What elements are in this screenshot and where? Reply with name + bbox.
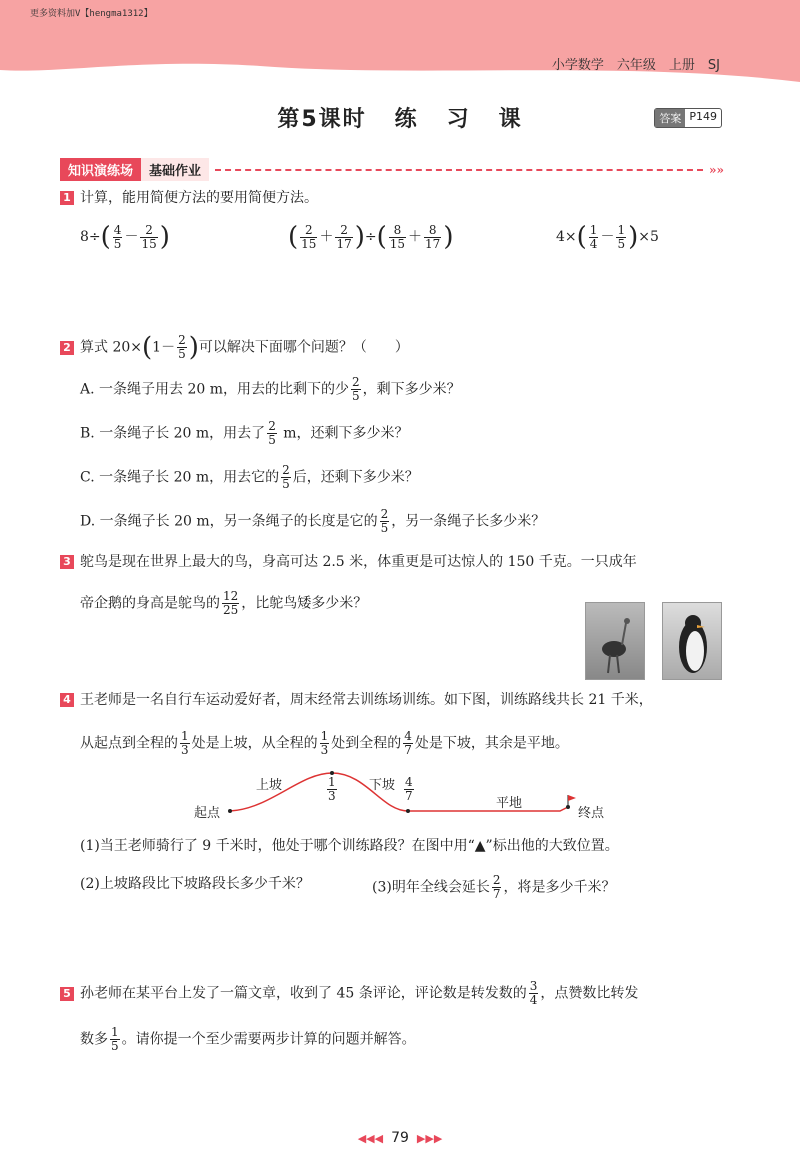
option-c[interactable]: C. 一条绳子长 20 m，用去它的 $\frac{2}{5}$ 后，还剩下多少米？: [80, 463, 419, 491]
penguin-icon: [663, 603, 721, 679]
subject-label: 小学数学 六年级 上册 SJ: [551, 58, 720, 73]
option-a[interactable]: A. 一条绳子用去 20 m，用去的比剩下的少 $\frac{2}{5}$ ，剩下多少米？: [80, 375, 461, 403]
question-text: 王老师是一名自行车运动爱好者，周末经常去训练场训练。如下图，训练路线共长 21 千米，: [80, 692, 653, 708]
question-text: 鸵鸟是现在世界上最大的鸟，身高可达 2.5 米，体重更是可达惊人的 150 千克。一只成年: [80, 554, 637, 570]
next-arrows-icon: ▶▶▶: [416, 1132, 443, 1145]
question-2: 2 算式 20×(1－ $\frac{2}{5}$ )可以解决下面哪个问题？（ ）: [60, 334, 409, 361]
question-number: 4: [60, 693, 74, 707]
prev-arrows-icon: ◀◀◀: [357, 1132, 384, 1145]
watermark: 更多资料加V【hengma1312】: [30, 9, 153, 19]
question-4-part-2: (2)上坡路段比下坡路段长多少千米？: [80, 876, 310, 892]
fraction: $\frac{2}{5}$: [178, 333, 186, 361]
title-char-1: 练: [394, 107, 419, 132]
page-number: 79: [391, 1130, 409, 1146]
operator: －: [600, 229, 615, 245]
question-3-line2: 帝企鹅的身高是鸵鸟的 $\frac{12}{25}$ ，比鸵鸟矮多少米？: [80, 589, 368, 617]
question-number: 1: [60, 191, 74, 205]
section-arrows-icon: »»: [709, 162, 724, 177]
finish-flag-icon: [568, 795, 576, 801]
question-4-part-3: (3)明年全线会延长 $\frac{2}{7}$ ，将是多少千米？: [372, 873, 616, 901]
section-subtag: 基础作业: [141, 158, 209, 181]
ostrich-photo: [585, 602, 645, 680]
operator: ÷: [364, 229, 377, 245]
expression-3: 4×( $\frac{1}{4}$ － $\frac{1}{5}$ )×5: [556, 222, 659, 252]
operator: －: [124, 229, 139, 245]
mark-2-point: [406, 809, 410, 813]
question-5-line2: 数多 $\frac{1}{5}$ 。请你提一个至少需要两步计算的问题并解答。: [80, 1025, 416, 1053]
expression-2: ( $\frac{2}{15}$ ＋ $\frac{2}{17}$ )÷( $\frac{8}{15}$ ＋ $\frac{8}{17}$ ): [288, 222, 454, 252]
question-number: 2: [60, 341, 74, 355]
title-char-2: 习: [446, 107, 471, 132]
section-tag-row: [60, 158, 724, 181]
uphill-label: 上坡: [256, 778, 283, 793]
fraction: $\frac{8}{15}$: [389, 222, 406, 251]
expr-text: 4×: [556, 229, 577, 245]
question-text: 算式 20×: [80, 339, 142, 356]
downhill-label: 下坡: [369, 778, 396, 793]
expression-1: 8÷( $\frac{4}{5}$ － $\frac{2}{15}$ ): [80, 222, 170, 252]
option-b[interactable]: B. 一条绳子长 20 m，用去了 $\frac{2}{5}$ m，还剩下多少米？: [80, 419, 409, 447]
page-footer: [0, 1130, 800, 1146]
fraction: $\frac{2}{15}$: [301, 222, 317, 251]
question-4: [60, 690, 653, 710]
question-5: 5 孙老师在某平台上发了一篇文章，收到了 45 条评论，评论数是转发数的 $\frac{3}{4}$ ，点赞数比转发: [60, 980, 638, 1007]
expr-text: ×5: [638, 229, 659, 245]
section-divider: [215, 169, 703, 171]
answer-page: P149: [689, 110, 717, 123]
answer-ref: [654, 108, 722, 128]
fraction: $\frac{4}{5}$: [113, 222, 122, 251]
flat-label: 平地: [496, 796, 523, 811]
question-text: 计算，能用简便方法的要用简便方法。: [80, 190, 318, 206]
fraction: $\frac{8}{17}$: [425, 222, 441, 251]
penguin-photo: [662, 602, 722, 680]
ostrich-icon: [586, 603, 644, 679]
question-3: [60, 552, 637, 572]
title-lesson: 第5课时: [277, 107, 367, 132]
mark-1-fraction: $\frac{1}{3}$: [328, 775, 336, 803]
question-4-part-1: (1)当王老师骑行了 9 千米时，他处于哪个训练路段？在图中用“▲”标出他的大致位置。: [80, 838, 619, 854]
question-4-line2: 从起点到全程的 $\frac{1}{3}$ 处是上坡，从全程的 $\frac{1}{3}$ 处到全程的 $\frac{4}{7}$ 处是下坡，其余是平地。: [80, 729, 569, 757]
answer-key-label: 答案: [655, 109, 685, 127]
mark-2-fraction: $\frac{4}{7}$: [405, 775, 413, 803]
operator: ＋: [408, 229, 423, 245]
fraction: $\frac{1}{4}$: [589, 222, 598, 251]
operator: ＋: [319, 229, 334, 245]
fraction: $\frac{2}{17}$: [336, 222, 352, 251]
question-1: [60, 188, 318, 208]
section-tag: 知识演练场: [60, 158, 141, 181]
title-char-3: 课: [498, 107, 523, 132]
end-label: 终点: [578, 806, 605, 821]
start-point: [228, 809, 232, 813]
start-label: 起点: [194, 806, 221, 821]
fraction: $\frac{2}{15}$: [141, 222, 157, 251]
question-number: 5: [60, 987, 74, 1001]
expr-text: 8÷: [80, 229, 101, 245]
fraction: $\frac{1}{5}$: [617, 222, 626, 251]
option-d[interactable]: D. 一条绳子长 20 m，另一条绳子的长度是它的 $\frac{2}{5}$ ，另一条绳子长多少米？: [80, 507, 546, 535]
question-number: 3: [60, 555, 74, 569]
expr-text: 1－: [152, 339, 176, 356]
question-text: 可以解决下面哪个问题？（ ）: [198, 339, 409, 356]
